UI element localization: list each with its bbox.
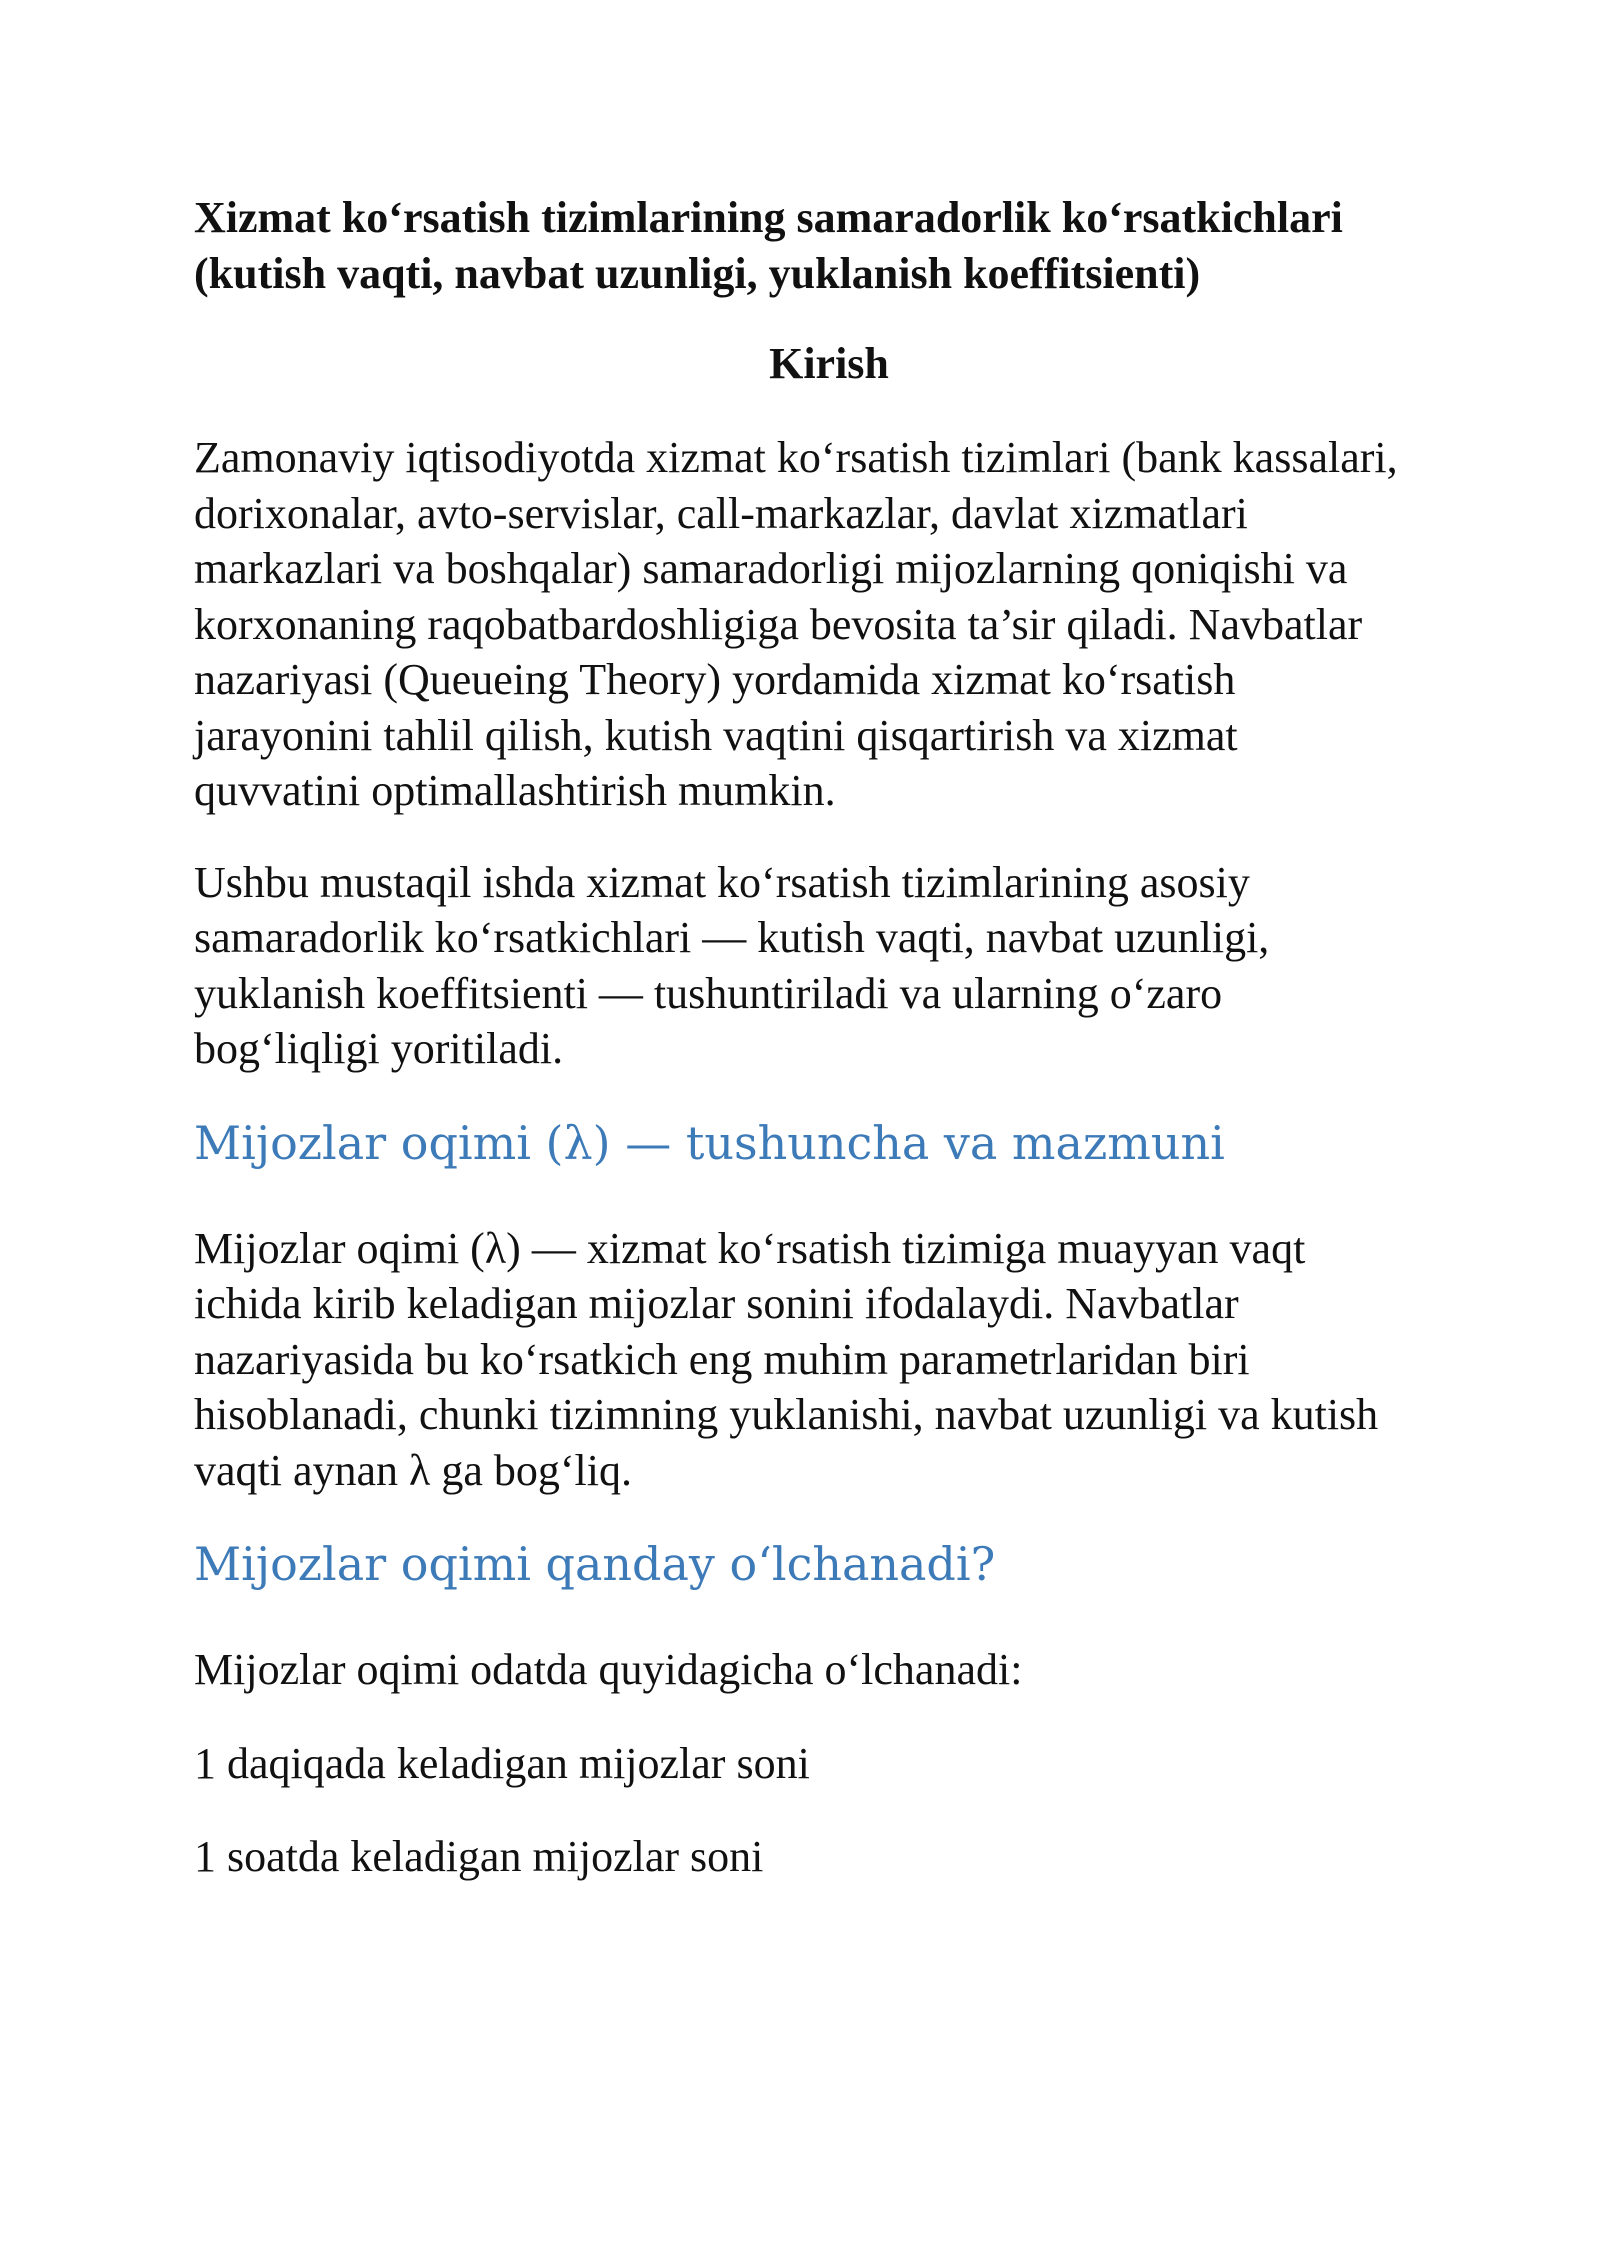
- measurement-item-per-hour: 1 soatda keladigan mijozlar soni: [194, 1832, 764, 1881]
- heading-customer-flow: Mijozlar oqimi (λ) — tushuncha va mazmuni: [194, 1115, 1225, 1170]
- customer-flow-paragraph: Mijozlar oqimi (λ) — xizmat ko‘rsatish tizimiga muayyan vaqt ichida kirib keladigan mijozlar sonini ifodalaydi. Navbatlar nazariyasida bu ko‘rsatkich eng muhim parametrlaridan biri hisoblanadi, chunki tizimning yuklanishi, navbat uzunligi va kutish vaqti aynan λ ga bog‘liq.: [194, 1223, 1379, 1495]
- heading-flow-measurement: Mijozlar oqimi qanday o‘lchanadi?: [194, 1537, 996, 1591]
- intro-paragraph-1: Zamonaviy iqtisodiyotda xizmat ko‘rsatish tizimlari (bank kassalari, dorixonalar, avto-servislar, call-markazlar, davlat xizmatlari markazlari va boshqalar) samaradorligi mijozlarning qoniqishi va korxonaning raqobatbardoshligiga bevosita ta’sir qiladi. Navbatlar nazariyasi (Queueing Theory) yordamida xizmat ko‘rsatish jarayonini tahlil qilish, kutish vaqtini qisqartirish va xizmat quvvatini optimallashtirish mumkin.: [194, 433, 1398, 815]
- section-title-kirish: Kirish: [769, 339, 889, 388]
- measurement-paragraph: Mijozlar oqimi odatda quyidagicha o‘lchanadi:: [194, 1645, 1023, 1694]
- document-page: [194, 190, 1424, 1885]
- intro-paragraph-2: Ushbu mustaqil ishda xizmat ko‘rsatish tizimlarining asosiy samaradorlik ko‘rsatkichlari — kutish vaqti, navbat uzunligi, yuklanish koeffitsienti — tushuntiriladi va ularning o‘zaro bog‘liqligi yoritiladi.: [194, 857, 1270, 1073]
- document-title: Xizmat ko‘rsatish tizimlarining samaradorlik ko‘rsatkichlari (kutish vaqti, navbat uzunligi, yuklanish koeffitsienti): [194, 193, 1343, 298]
- measurement-item-per-minute: 1 daqiqada keladigan mijozlar soni: [194, 1738, 810, 1788]
